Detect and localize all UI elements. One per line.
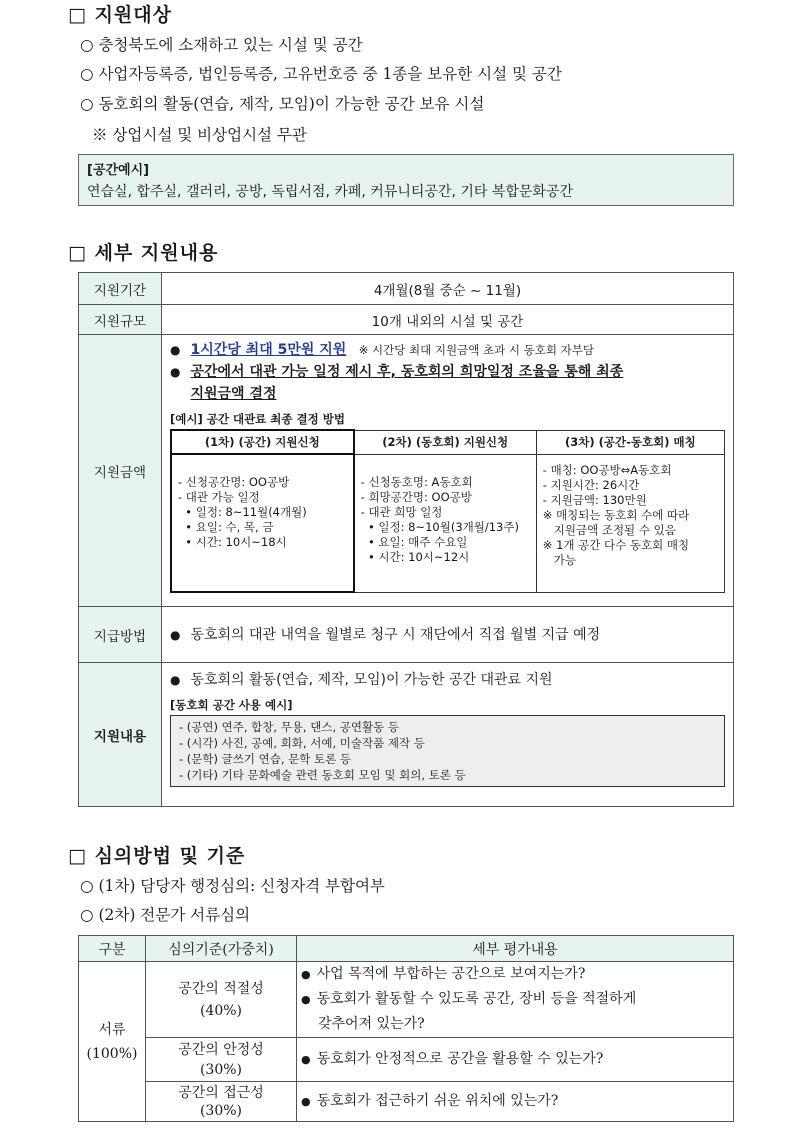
col2-line: - 대관 희망 일정 [360,504,443,519]
support-details-table [78,272,734,807]
col2-line: • 일정: 8~10월(3개월/13주) [360,519,519,534]
detail-line: ● 동호회가 접근하기 쉬운 위치에 있는가? [301,1093,559,1109]
amount-bullet-2 [170,361,725,405]
criteria-name: 공간의 적절성 [178,980,264,997]
space-example-box [78,154,734,206]
method-col-2-body [354,454,537,592]
category-weight: (100%) [86,1045,138,1062]
detail-line: ● 동호회가 안정적으로 공간을 활용할 수 있는가? [301,1051,604,1067]
col3-line: ※ 1개 공간 다수 동호회 매칭 [542,537,690,552]
eligibility-item-1: ○ 충청북도에 소재하고 있는 시설 및 공간 [80,36,363,54]
amount-note: ※ 시간당 최대 지원금액 초과 시 동호회 자부담 [358,343,594,357]
criteria-weight: (30%) [199,1061,243,1078]
col3-line: - 지원금액: 130만원 [542,492,647,507]
usage-item: - (공연) 연주, 합창, 무용, 댄스, 공연활동 등 [179,720,399,734]
col1-line: • 시간: 10시~18시 [178,535,287,549]
section-title-review: □ 심의방법 및 기준 [68,845,246,867]
method-col-1-body [171,454,354,592]
category-cell [79,962,146,1122]
col3-line: 가능 [542,552,576,567]
col3-line: - 지원시간: 26시간 [542,477,640,492]
category-name: 서류 [98,1021,126,1038]
space-example-text: 연습실, 합주실, 갤러리, 공방, 독립서점, 카페, 커뮤니티공간, 기타 복합문화공간 [87,184,573,200]
header-category: 구분 [79,936,146,962]
content-bullet [170,669,725,691]
bullet-dot-icon: ● [170,365,181,379]
col3-line: - 매칭: OO공방⇔A동호회 [542,462,672,477]
eligibility-item-3: ○ 동호회의 활동(연습, 제작, 모임)이 가능한 공간 보유 시설 [80,95,485,113]
method-col-3-header: (3차) (공간-동호회) 매칭 [536,430,724,454]
criteria-cell [146,1082,297,1122]
detail-line: 갖추어져 있는가? [318,1016,425,1032]
section-title-eligibility: □ 지원대상 [68,4,172,26]
eligibility-note: ※ 상업시설 및 비상업시설 무관 [92,126,307,144]
col2-line: - 신청동호명: A동호회 [360,474,473,489]
usage-title: [동호회 공간 사용 예시] [170,698,293,712]
criteria-weight: (30%) [199,1102,243,1119]
method-table [170,429,725,593]
method-col-3-body [536,454,724,592]
col2-line: • 시간: 10시~12시 [360,549,470,564]
usage-box [170,715,725,787]
content-bullet-text: 동호회의 활동(연습, 제작, 모임)이 가능한 공간 대관료 지원 [190,672,553,688]
payment-bullet [170,624,733,646]
details-cell [297,1038,734,1082]
bullet-dot-icon: ● [170,343,181,357]
scale-value: 10개 내외의 시설 및 공간 [162,305,734,335]
bullet-dot-icon: ● [301,993,311,1006]
review-item-2: ○ (2차) 전문가 서류심의 [80,906,251,924]
payment-cell [162,607,734,663]
content-label: 지원내용 [79,663,162,807]
detail-line: ● 사업 목적에 부합하는 공간으로 보여지는가? [301,966,586,982]
bullet-dot-icon: ● [170,627,181,642]
col2-line: • 요일: 매주 수요일 [360,534,468,549]
amount-bullet-2-line2: 지원금액 결정 [190,386,277,402]
amount-bullet-1 [170,339,725,361]
method-title: [예시] 공간 대관료 최종 결정 방법 [170,412,345,426]
criteria-cell [146,962,297,1038]
detail-line: ● 동호회가 활동할 수 있도록 공간, 장비 등을 적절하게 [301,991,637,1007]
review-item-1: ○ (1차) 담당자 행정심의: 신청자격 부합여부 [80,877,385,895]
bullet-dot-icon: ● [301,968,311,981]
col1-line: - 대관 가능 일정 [178,490,260,504]
col3-line: ※ 매칭되는 동호회 수에 따라 [542,507,690,522]
eligibility-item-2: ○ 사업자등록증, 법인등록증, 고유번호증 중 1종을 보유한 시설 및 공간 [80,65,562,83]
bullet-dot-icon: ● [301,1053,311,1066]
period-value: 4개월(8월 중순 ~ 11월) [162,273,734,305]
period-label: 지원기간 [79,273,162,305]
details-cell [297,1082,734,1122]
criteria-name: 공간의 안정성 [178,1041,264,1058]
criteria-cell [146,1038,297,1082]
section-title-support-details: □ 세부 지원내용 [68,242,219,264]
payment-label: 지급방법 [79,607,162,663]
method-col-1-header: (1차) (공간) 지원신청 [171,430,354,454]
review-criteria-table [78,935,734,1122]
space-example-title: [공간예시] [87,163,150,178]
details-cell [297,962,734,1038]
amount-bullet-2-line1: 공간에서 대관 가능 일정 제시 후, 동호회의 희망일정 조율을 통해 최종 [190,364,624,380]
amount-label: 지원금액 [79,335,162,607]
col1-line: - 신청공간명: OO공방 [178,475,290,489]
header-criteria: 심의기준(가중치) [146,936,297,962]
col2-line: - 희망공간명: OO공방 [360,489,472,504]
usage-item: - (문학) 글쓰기 연습, 문학 토론 등 [179,752,352,766]
scale-label: 지원규모 [79,305,162,335]
col3-line: 지원금액 조정될 수 있음 [542,522,676,537]
criteria-weight: (40%) [199,1002,243,1019]
amount-cell [162,335,734,607]
amount-max-link: 1시간당 최대 5만원 지원 [190,342,347,358]
content-cell [162,663,734,807]
bullet-dot-icon: ● [301,1095,311,1108]
header-details: 세부 평가내용 [297,936,734,962]
col1-line: • 요일: 수, 목, 금 [178,520,274,534]
usage-item: - (시각) 사진, 공예, 회화, 서예, 미술작품 제작 등 [179,736,425,750]
bullet-dot-icon: ● [170,673,181,687]
col1-line: • 일정: 8~11월(4개월) [178,505,307,519]
usage-item: - (기타) 기타 문화예술 관련 동호회 모임 및 회의, 토론 등 [179,768,466,782]
method-col-2-header: (2차) (동호회) 지원신청 [354,430,537,454]
criteria-name: 공간의 접근성 [178,1084,264,1101]
payment-value: 동호회의 대관 내역을 월별로 청구 시 재단에서 직접 월별 지급 예정 [190,626,601,643]
